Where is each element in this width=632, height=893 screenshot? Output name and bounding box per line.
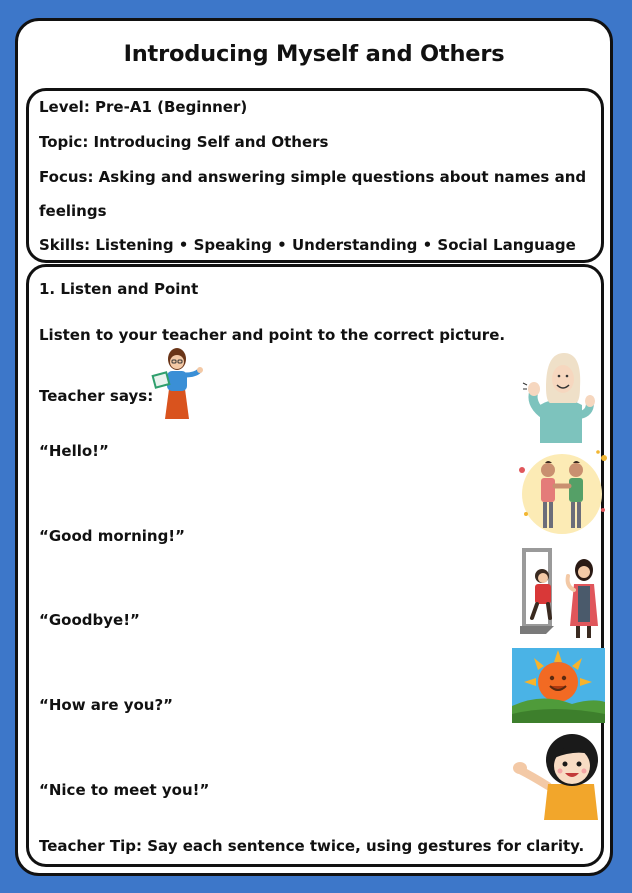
activity-heading: 1. Listen and Point — [39, 280, 199, 298]
activity-box — [26, 264, 604, 867]
activity-instruction: Listen to your teacher and point to the correct picture. — [39, 326, 506, 344]
focus-line-continued: feelings — [39, 202, 107, 220]
phrase-nice-to-meet-you: “Nice to meet you!” — [39, 781, 210, 799]
teacher-says-label: Teacher says: — [39, 387, 154, 405]
level-line: Level: Pre-A1 (Beginner) — [39, 98, 248, 116]
phrase-goodbye: “Goodbye!” — [39, 611, 140, 629]
child-leaving-door-icon — [520, 546, 608, 641]
teacher-tip: Teacher Tip: Say each sentence twice, using gestures for clarity. — [39, 837, 585, 855]
info-box — [26, 88, 604, 263]
handshake-icon — [512, 450, 607, 535]
worksheet-page — [15, 18, 613, 876]
topic-line: Topic: Introducing Self and Others — [39, 133, 329, 151]
phrase-how-are-you: “How are you?” — [39, 696, 174, 714]
page-title: Introducing Myself and Others — [123, 41, 505, 67]
teacher-reading-icon — [147, 347, 207, 422]
phrase-good-morning: “Good morning!” — [39, 527, 186, 545]
woman-waving-icon — [520, 345, 600, 445]
smiling-sun-icon — [512, 648, 605, 723]
phrase-hello: “Hello!” — [39, 442, 109, 460]
focus-line: Focus: Asking and answering simple questions about names and — [39, 168, 587, 186]
girl-waving-icon — [512, 732, 607, 822]
skills-line: Skills: Listening • Speaking • Understanding • Social Language — [39, 236, 576, 254]
